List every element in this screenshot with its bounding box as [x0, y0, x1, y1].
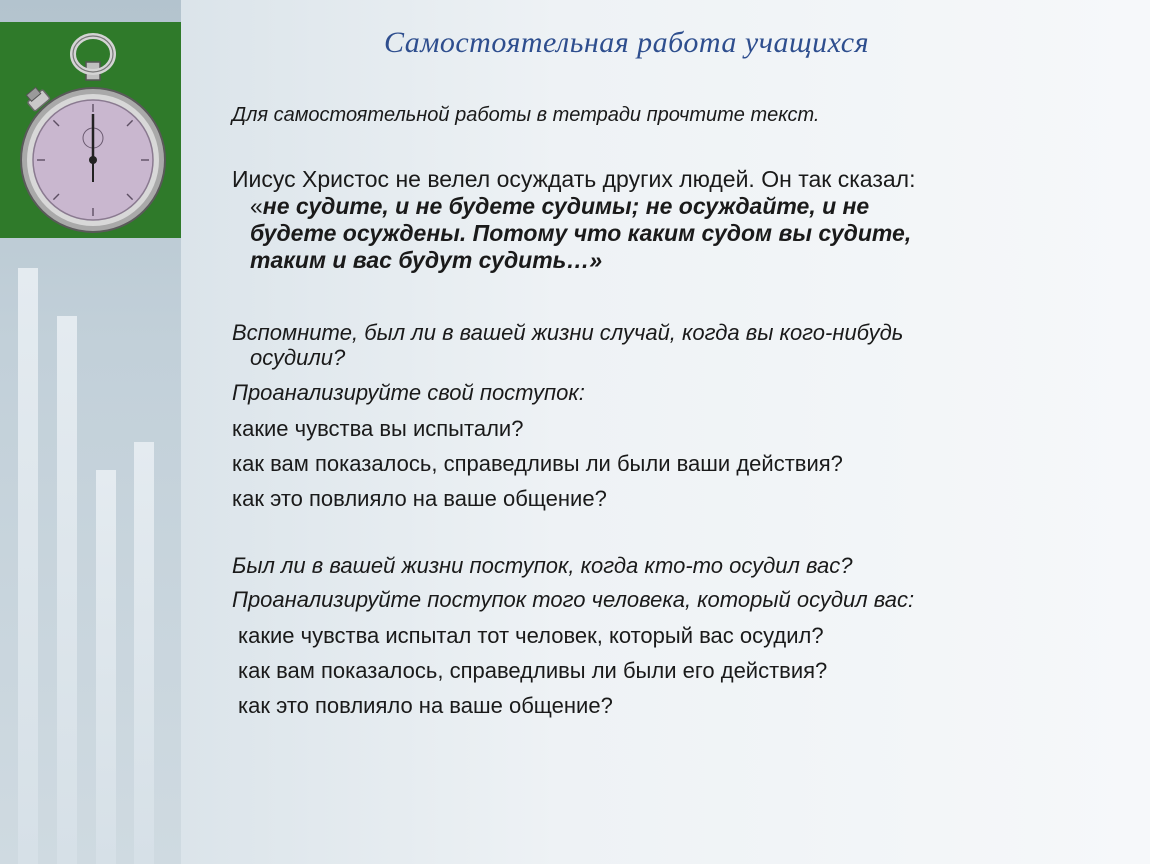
section1-item-3: как это повлияло на ваше общение?: [232, 486, 607, 511]
quote-line-1: [250, 193, 869, 219]
section1-question-line-1: Вспомните, был ли в вашей жизни случай, когда вы кого-нибудь: [232, 320, 904, 345]
section1-item-2: как вам показалось, справедливы ли были ваши действия?: [232, 451, 843, 476]
decor-bar: [57, 316, 77, 864]
quote-text-1: не судите, и не будете судимы; не осуждайте, и не: [262, 193, 870, 219]
section1-question-line-2: осудили?: [250, 345, 346, 370]
section1-analyze: Проанализируйте свой поступок:: [232, 380, 585, 405]
section2-question: Был ли в вашей жизни поступок, когда кто-то осудил вас?: [232, 553, 853, 578]
decor-bar: [134, 442, 154, 864]
page-title: Самостоятельная работа учащихся: [384, 26, 870, 59]
quote-line-3: таким и вас будут судить…»: [250, 247, 603, 273]
stopwatch-icon: [0, 22, 181, 238]
section2-item-3: как это повлияло на ваше общение?: [238, 693, 613, 718]
decor-bar: [18, 268, 38, 864]
section2-item-1: какие чувства испытал тот человек, который вас осудил?: [238, 623, 824, 648]
decor-bar: [96, 470, 116, 864]
section2-analyze: Проанализируйте поступок того человека, который осудил вас:: [232, 587, 915, 612]
quote-open-mark: «: [250, 193, 263, 219]
quote-intro: Иисус Христос не велел осуждать других людей. Он так сказал:: [232, 166, 916, 192]
instruction-text: Для самостоятельной работы в тетради прочтите текст.: [232, 104, 820, 126]
section1-item-1: какие чувства вы испытали?: [232, 416, 524, 441]
quote-line-2: будете осуждены. Потому что каким судом вы судите,: [250, 220, 912, 246]
section2-item-2: как вам показалось, справедливы ли были его действия?: [238, 658, 828, 683]
